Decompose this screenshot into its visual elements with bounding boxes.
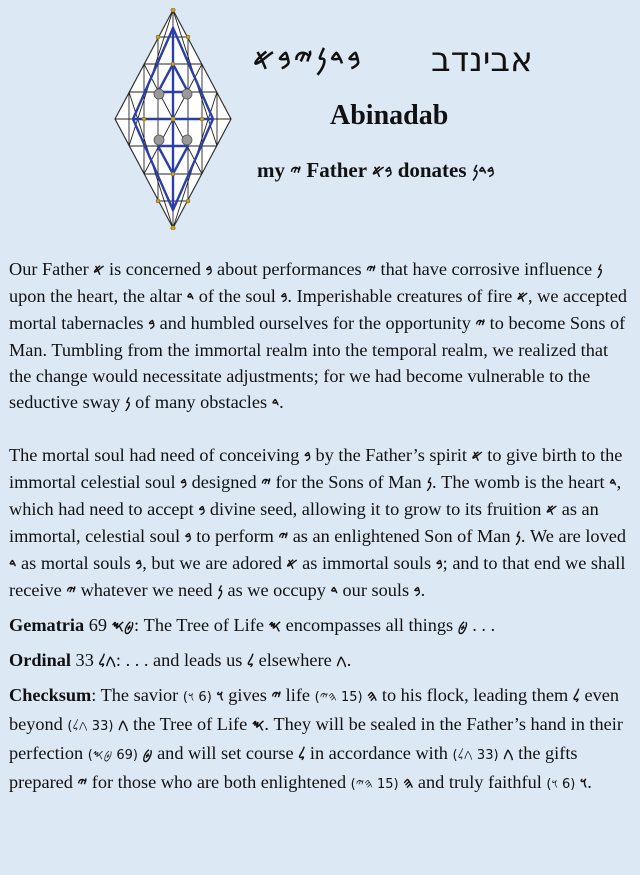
- text-run: to give birth to the immortal celestial soul: [9, 445, 623, 492]
- text-run: for the Sons of Man: [275, 472, 422, 492]
- text-run: .: [420, 580, 426, 600]
- small-value: (15 𐤄𐤉): [314, 690, 363, 705]
- text-run: Our Father: [9, 259, 89, 279]
- paleo-glyph: 𐤎: [268, 617, 282, 635]
- small-value: (6 𐤅): [546, 777, 576, 792]
- text-run: , which had need to accept: [9, 472, 622, 519]
- paleo-glyph: 𐤉: [66, 582, 76, 600]
- paleo-glyph: 𐤉: [278, 528, 289, 546]
- text-run: . We are loved: [520, 526, 626, 546]
- text-run: in accordance with: [309, 743, 448, 763]
- ordinal-section: [9, 647, 634, 674]
- paleo-glyph: 𐤍: [515, 528, 521, 546]
- paleo-glyph: 𐤀: [516, 288, 528, 306]
- paleo-glyph: 𐤁: [135, 555, 143, 573]
- text-run: and humbled ourselves for the opportunity: [159, 313, 471, 333]
- paleo-glyph: 𐤃: [186, 288, 195, 306]
- paleo-glyph: 𐤉: [77, 774, 88, 792]
- text-run: of many obstacles: [135, 392, 268, 412]
- section-label: Ordinal: [9, 650, 71, 670]
- text-run: of the soul: [198, 286, 276, 306]
- gematria-section: [9, 612, 634, 639]
- text-run: elsewhere: [258, 650, 332, 670]
- paleo-glyph: 𐤁: [148, 315, 156, 333]
- text-run: and truly faithful: [417, 772, 542, 792]
- paleo-glyph: 𐤁: [303, 447, 311, 465]
- paleo-glyph: 𐤋: [572, 687, 580, 705]
- paleo-glyph: 𐤎: [251, 716, 265, 734]
- text-run: as mortal souls: [21, 553, 131, 573]
- paleo-glyph: 𐤀: [546, 501, 558, 519]
- text-run: to his flock, leading them: [381, 685, 569, 705]
- text-run: .: [346, 650, 352, 670]
- page-title: Abinadab: [330, 100, 449, 131]
- paleo-glyph: 𐤈𐤎: [111, 617, 134, 635]
- paleo-glyph: 𐤍: [426, 474, 433, 492]
- paleo-glyph: 𐤍: [596, 261, 603, 279]
- text-run: to perform: [196, 526, 274, 546]
- small-value: (33 𐤂𐤋): [452, 748, 499, 763]
- paragraph-1: [9, 256, 634, 416]
- paleo-glyph: 𐤈: [142, 745, 153, 763]
- paleo-glyph: 𐤋: [298, 745, 306, 763]
- paleo-glyph: 𐤀: [471, 447, 483, 465]
- section-label: Gematria: [9, 615, 85, 635]
- paleo-glyph: 𐤃: [330, 582, 338, 600]
- paleo-glyph: 𐤅: [579, 774, 588, 792]
- small-value: (69 𐤈𐤎): [87, 748, 138, 763]
- name-meaning: [257, 158, 495, 183]
- text-run: encompasses all things: [285, 615, 454, 635]
- text-run: for those who are both enlightened: [91, 772, 347, 792]
- text-run: our souls: [342, 580, 410, 600]
- paleo-glyph: 𐤁: [184, 528, 192, 546]
- text-run: and will set course: [157, 743, 294, 763]
- text-run: : The savior: [91, 685, 179, 705]
- paleo-glyph: 𐤋: [246, 652, 255, 670]
- small-value: (6 𐤅): [182, 690, 212, 705]
- article-body: [9, 256, 634, 798]
- paleo-glyph: 𐤁𐤀: [371, 162, 393, 182]
- paleo-glyph: 𐤀: [93, 261, 105, 279]
- text-run: designed: [191, 472, 257, 492]
- hebrew-name: אבינדב: [431, 40, 533, 80]
- text-run: the gifts prepared: [9, 743, 578, 792]
- small-value: (15 𐤄𐤉): [350, 777, 399, 792]
- text-run: that have corrosive influence: [380, 259, 593, 279]
- paleo-glyph: 𐤉: [271, 687, 282, 705]
- paleo-glyph: 𐤁𐤃𐤍: [471, 162, 495, 182]
- meaning-word: Father: [306, 158, 367, 182]
- text-run: the Tree of Life: [133, 714, 248, 734]
- text-run: about performances: [217, 259, 362, 279]
- text-run: : The Tree of Life: [134, 615, 264, 635]
- text-run: as immortal souls: [302, 553, 432, 573]
- paleo-glyph: 𐤁: [205, 261, 213, 279]
- paleo-glyph: 𐤂: [503, 745, 514, 763]
- paleo-glyph: 𐤁: [435, 555, 443, 573]
- text-run: whatever we need: [80, 580, 213, 600]
- paleo-hebrew-name: 𐤁𐤃𐤍𐤉𐤁𐤀: [253, 42, 364, 76]
- text-run: divine seed, allowing it to grow to its fruition: [209, 499, 542, 519]
- paleo-glyph: 𐤁: [180, 474, 188, 492]
- text-run: . They will be sealed in the Father’s hand in their perfection: [9, 714, 623, 763]
- text-run: : . . . and leads us: [115, 650, 243, 670]
- paleo-glyph: 𐤁: [280, 288, 288, 306]
- checksum-section: [9, 682, 634, 798]
- paleo-glyph: 𐤁: [413, 582, 421, 600]
- meaning-word: my: [257, 158, 285, 182]
- paleo-glyph: 𐤃: [609, 474, 617, 492]
- paleo-glyph: 𐤉: [475, 315, 486, 333]
- paleo-glyph: 𐤍: [217, 582, 223, 600]
- text-run: as we occupy: [227, 580, 326, 600]
- paleo-glyph: 𐤅: [216, 687, 224, 705]
- text-run: , but we are adored: [142, 553, 282, 573]
- paleo-glyph: 𐤈: [457, 617, 468, 635]
- paleo-glyph: 𐤉: [366, 261, 376, 279]
- paleo-glyph: 𐤂𐤋: [98, 652, 116, 670]
- text-run: , we accepted mortal tabernacles: [9, 286, 627, 333]
- text-run: even beyond: [9, 685, 619, 734]
- text-run: The mortal soul had need of conceiving: [9, 445, 300, 465]
- text-run: . Imperishable creatures of fire: [287, 286, 513, 306]
- text-run: gives: [228, 685, 267, 705]
- text-run: is concerned: [109, 259, 201, 279]
- paleo-glyph: 𐤂: [336, 652, 347, 670]
- paragraph-2: [9, 442, 634, 604]
- text-run: life: [285, 685, 311, 705]
- paleo-glyph: 𐤄: [403, 774, 414, 792]
- meaning-word: donates: [397, 158, 467, 182]
- text-run: as an enlightened Son of Man: [292, 526, 511, 546]
- number-value: 69: [88, 615, 107, 635]
- paleo-glyph: 𐤁: [198, 501, 206, 519]
- paleo-glyph: 𐤀: [286, 555, 298, 573]
- paleo-glyph: 𐤂: [118, 716, 129, 734]
- text-run: as an immortal, celestial soul: [9, 499, 599, 546]
- paleo-glyph: 𐤃: [9, 555, 17, 573]
- text-run: . The womb is the heart: [432, 472, 605, 492]
- paleo-glyph: 𐤄: [367, 687, 378, 705]
- tree-of-life-diamond-diagram: [113, 8, 233, 230]
- paleo-glyph: 𐤉: [261, 474, 271, 492]
- text-run: ; and to that end we shall receive: [9, 553, 626, 600]
- text-run: to become Sons of Man. Tumbling from the immortal realm into the temporal realm, we realized that the change would necessitate adjustments; for we had become vulnerable to the seductive sway: [9, 313, 626, 412]
- text-run: by the Father’s spirit: [315, 445, 467, 465]
- text-run: . . .: [472, 615, 496, 635]
- paleo-glyph: 𐤍: [124, 394, 131, 412]
- paleo-glyph: 𐤃: [271, 394, 280, 412]
- text-run: upon the heart, the altar: [9, 286, 183, 306]
- text-run: .: [279, 392, 284, 412]
- paleo-glyph: 𐤉: [290, 162, 302, 182]
- small-value: (33 𐤂𐤋): [67, 719, 114, 734]
- text-run: .: [587, 772, 592, 792]
- number-value: 33: [75, 650, 94, 670]
- section-label: Checksum: [9, 685, 92, 705]
